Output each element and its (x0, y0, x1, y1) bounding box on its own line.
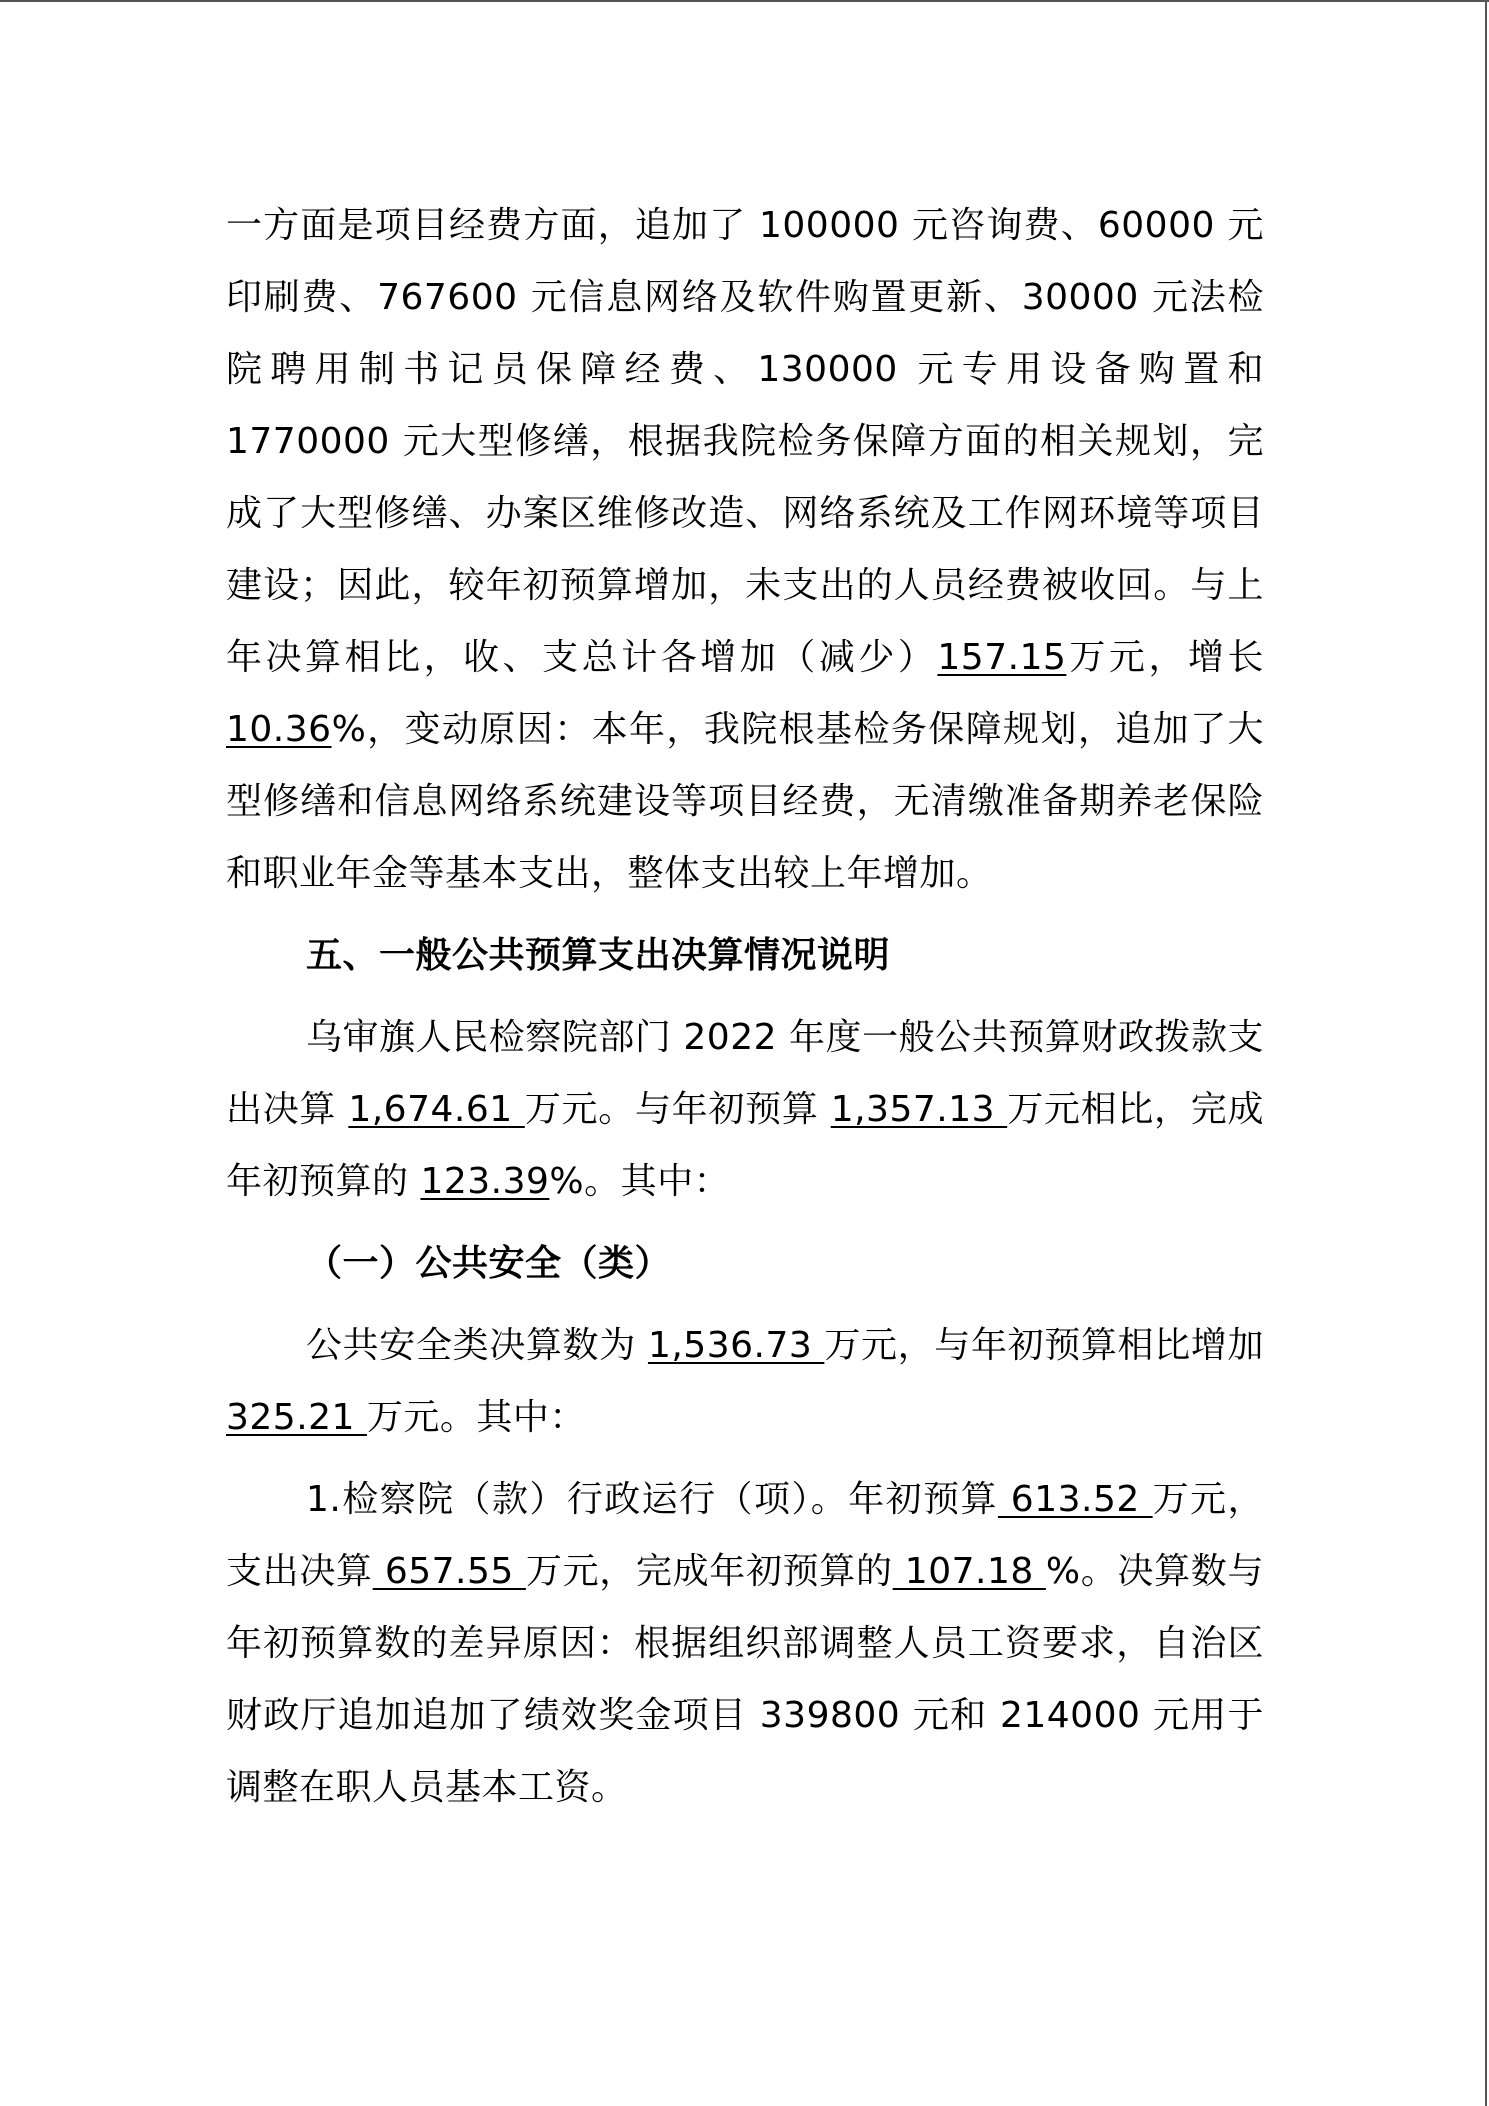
text: 一方面是项目经费方面，追加了 100000 元咨询费、60000 元印刷费、767600 元信息网络及软件购置更新、30000 元法检院聘用制书记员保障经费、130000 元专用设备购置和 1770000 元大型修缮，根据我院检务保障方面的相关规划，完成了大型修缮、办案区维修改造、网络系统及工作网环境等项目建设；因此，较年初预算增加，未支出的人员经费被收回。与上年决算相比，收、支总计各增加（减少） (226, 205, 1264, 678)
text: 万元，支出决算 (226, 1479, 1264, 1592)
text: 万元，完成年初预算的 (525, 1551, 893, 1592)
text: %，变动原因：本年，我院根基检务保障规划，追加了大型修缮和信息网络系统建设等项目经费，无清缴准备期养老保险和职业年金等基本支出，整体支出较上年增加。 (226, 709, 1264, 894)
underlined-value: 325.21 (226, 1397, 367, 1438)
paragraph-procuratorate-operation (226, 1464, 1264, 1824)
underlined-value: 657.55 (372, 1551, 526, 1592)
text: 万元，与年初预算相比增加 (824, 1325, 1264, 1366)
underlined-value: 157.15 (937, 637, 1067, 678)
text: 乌审旗人民检察院部门 2022 年度一般公共预算财政拨款支出决算 (226, 1017, 1264, 1130)
subsection-heading-public-security: （一）公共安全（类） (306, 1243, 672, 1284)
underlined-value: 613.52 (997, 1479, 1153, 1520)
underlined-value: 10.36 (226, 709, 332, 750)
text: 万元。与年初预算 (524, 1089, 831, 1130)
text: 1.检察院（款）行政运行（项）。年初预算 (306, 1479, 998, 1520)
text: 万元相比，完成年初预算的 (226, 1089, 1264, 1202)
page-border-right (1485, 0, 1487, 2106)
text: %。其中： (549, 1161, 731, 1202)
page-border-top (0, 0, 1489, 2)
text: 公共安全类决算数为 (306, 1325, 648, 1366)
paragraph-general-budget (226, 1002, 1264, 1218)
section-heading-5: 五、一般公共预算支出决算情况说明 (306, 935, 891, 976)
underlined-value: 123.39 (420, 1161, 550, 1202)
paragraph-public-security (226, 1310, 1264, 1454)
underlined-value: 1,674.61 (348, 1089, 525, 1130)
paragraph-project-funding (226, 190, 1264, 910)
text: 万元，增长 (1066, 637, 1264, 678)
underlined-value: 1,536.73 (647, 1325, 825, 1366)
underlined-value: 107.18 (892, 1551, 1046, 1592)
underlined-value: 1,357.13 (830, 1089, 1008, 1130)
text: %。决算数与年初预算数的差异原因：根据组织部调整人员工资要求，自治区财政厅追加追加了绩效奖金项目 339800 元和 214000 元用于调整在职人员基本工资。 (226, 1551, 1264, 1808)
text: 万元。其中： (366, 1397, 586, 1438)
document-body (226, 190, 1264, 1824)
